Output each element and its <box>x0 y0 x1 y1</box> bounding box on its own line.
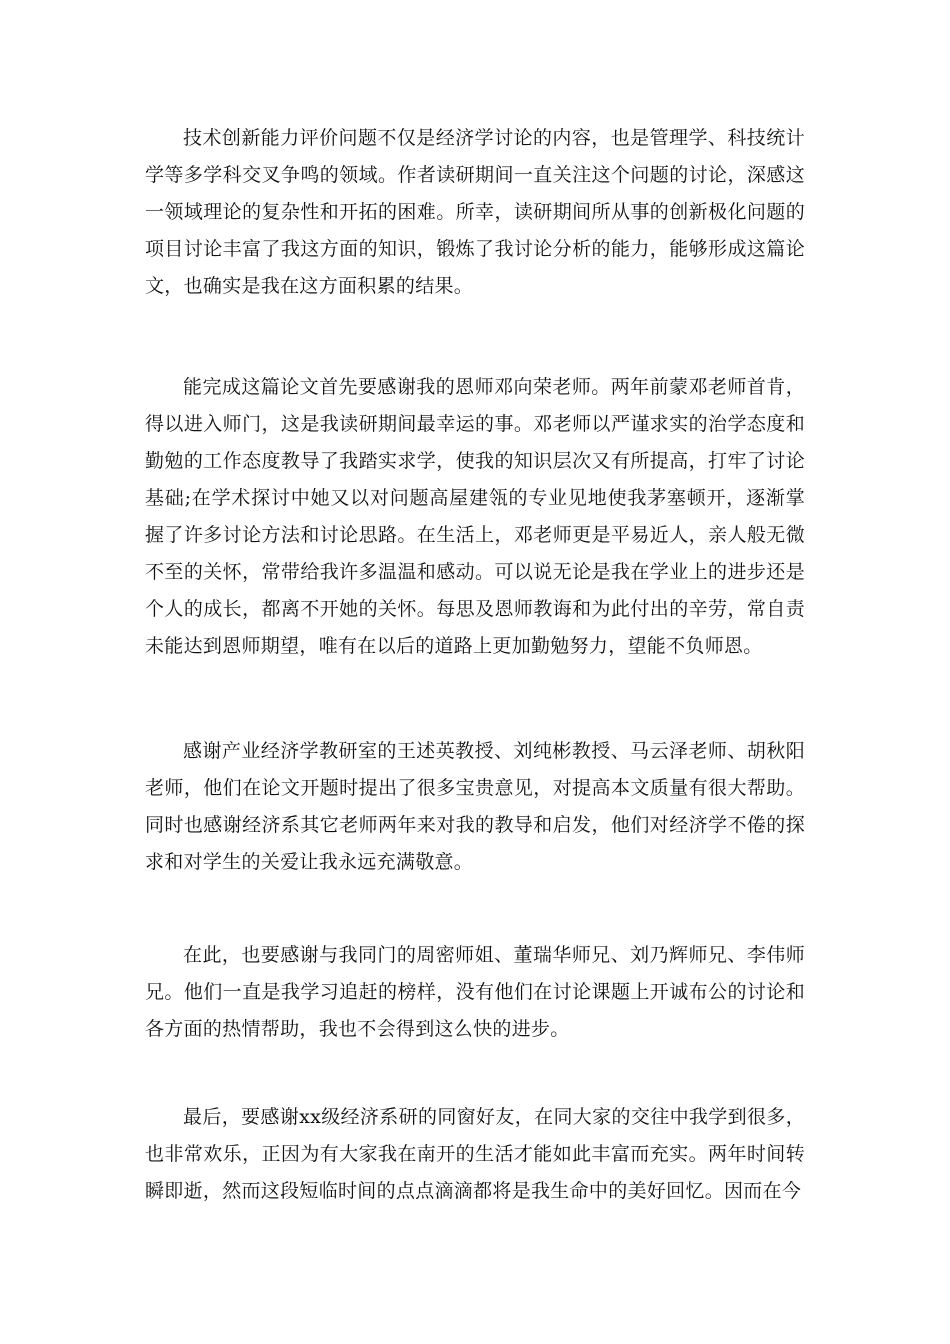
paragraph-thanks-advisor: 能完成这篇论文首先要感谢我的恩师邓向荣老师。两年前蒙邓老师首肯，得以进入师门，这是我读研期间最幸运的事。邓老师以严谨求实的治学态度和勤勉的工作态度教导了我踏实求学，使我的知识层次又有所提高，打牢了讨论基础;在学术探讨中她又以对问题高屋建瓴的专业见地使我茅塞顿开，逐渐掌握了许多讨论方法和讨论思路。在生活上，邓老师更是平易近人，亲人般无微不至的关怀，常带给我许多温温和感动。可以说无论是我在学业上的进步还是个人的成长，都离不开她的关怀。每思及恩师教诲和为此付出的辛劳，常自责未能达到恩师期望，唯有在以后的道路上更加勤勉努力，望能不负师恩。 <box>145 376 805 657</box>
paragraph-thanks-classmates: 最后，要感谢xx级经济系研的同窗好友，在同大家的交往中我学到很多，也非常欢乐，正因为有大家我在南开的生活才能如此丰富而充实。两年时间转瞬即逝，然而这段短临时间的点点滴滴都将是我生命中的美好回忆。因而在今 <box>145 1106 805 1202</box>
paragraph-thanks-peers: 在此，也要感谢与我同门的周密师姐、董瑞华师兄、刘乃辉师兄、李伟师兄。他们一直是我学习追赶的榜样，没有他们在讨论课题上开诚布公的讨论和各方面的热情帮助，我也不会得到这么快的进步。 <box>145 944 805 1040</box>
paragraph-thanks-faculty: 感谢产业经济学教研室的王述英教授、刘纯彬教授、马云泽老师、胡秋阳老师，他们在论文开题时提出了很多宝贵意见，对提高本文质量有很大帮助。同时也感谢经济系其它老师两年来对我的教导和启发，他们对经济学不倦的探求和对学生的关爱让我永远充满敬意。 <box>145 740 805 873</box>
paragraph-innovation-research: 技术创新能力评价问题不仅是经济学讨论的内容，也是管理学、科技统计学等多学科交叉争鸣的领域。作者读研期间一直关注这个问题的讨论，深感这一领域理论的复杂性和开拓的困难。所幸，读研期间所从事的创新极化问题的项目讨论丰富了我这方面的知识，锻炼了我讨论分析的能力，能够形成这篇论文，也确实是我在这方面积累的结果。 <box>145 127 805 297</box>
